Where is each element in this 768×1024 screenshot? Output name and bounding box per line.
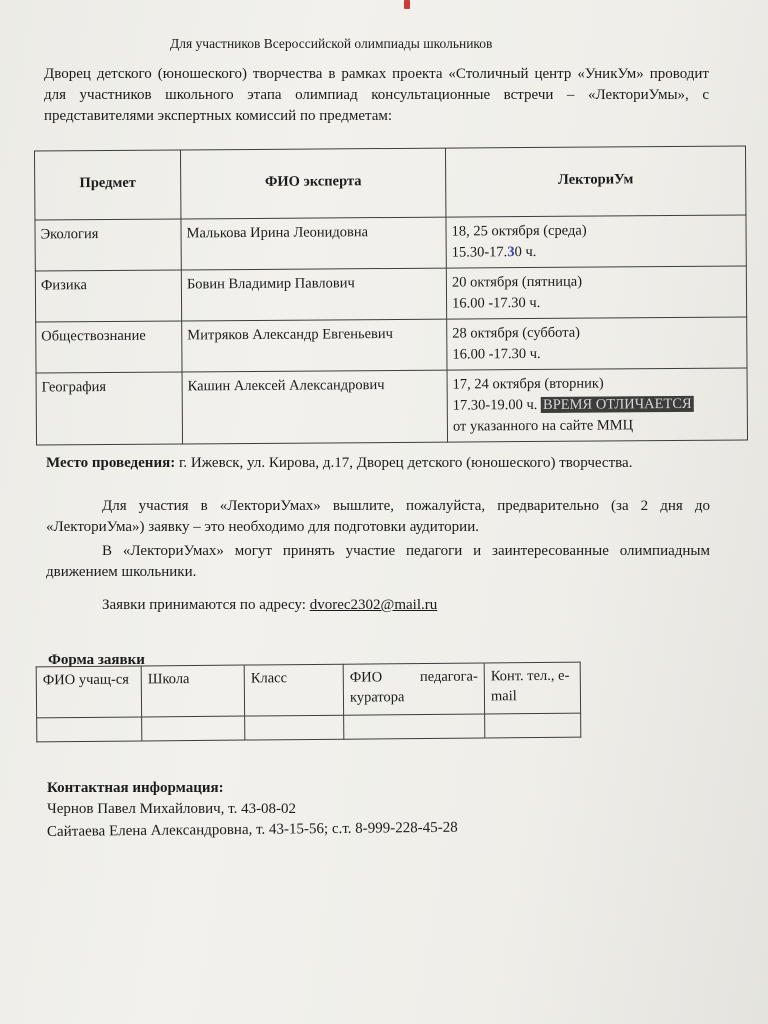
- form-title: Форма заявки: [48, 652, 145, 668]
- time-text: [452, 241, 741, 264]
- email-link[interactable]: dvorec2302@mail.ru: [309, 597, 438, 613]
- lectorium-cell: [447, 317, 747, 370]
- lectorium-cell: [446, 266, 746, 319]
- application-form-table: [36, 662, 582, 743]
- apply-paragraph: Для участия в «ЛекториУмах» вышлите, пожалуйста, предварительно (за 2 дня до «ЛекториУма») заявку – это необходимо для подготовки аудитории.: [46, 498, 710, 535]
- header-subject: Предмет: [34, 150, 180, 220]
- note-text: от указанного на сайте ММЦ: [452, 417, 634, 435]
- expert-cell: Малькова Ирина Леонидовна: [181, 217, 446, 270]
- time-text: 16.00 -17.30 ч.: [452, 345, 541, 363]
- expert-cell: Бовин Владимир Павлович: [181, 268, 446, 321]
- address-line: [102, 597, 437, 614]
- expert-cell: Митряков Александр Евгеньевич: [182, 319, 447, 372]
- document-title: Для участников Всероссийской олимпиады школьников: [170, 36, 493, 51]
- intro-paragraph: Дворец детского (юношеского) творчества в рамках проекта «Столичный центр «УникУм» проводит для участников школьного этапа олимпиад консультационные встречи – «ЛекториУмы», с представителями экспертных комиссий по предметам:: [44, 66, 709, 124]
- subject-cell: Обществознание: [36, 321, 182, 373]
- date-text: 17, 24 октября (вторник): [452, 375, 604, 393]
- form-empty-cell: [485, 713, 581, 738]
- time-part: 15.30-17.: [451, 244, 508, 261]
- contact-line: Чернов Павел Михайлович, т. 43-08-02: [47, 801, 297, 817]
- subject-cell: Физика: [35, 270, 181, 322]
- time-text: [453, 394, 742, 417]
- table-row: [36, 368, 747, 445]
- venue-text: г. Ижевск, ул. Кирова, д.17, Дворец детского (юношеского) творчества.: [175, 455, 633, 471]
- time-part: 17.30-19.00 ч.: [452, 396, 538, 414]
- lectorium-cell: [447, 368, 747, 442]
- form-empty-cell: [344, 714, 485, 739]
- form-header-class: Класс: [244, 664, 343, 716]
- subject-cell: Экология: [35, 219, 181, 271]
- schedule-table: [34, 146, 748, 446]
- date-text: 28 октября (суббота): [452, 324, 581, 342]
- lectorium-cell: [446, 215, 746, 268]
- form-empty-cell: [245, 715, 344, 740]
- form-empty-cell: [142, 716, 245, 741]
- date-text: 20 октября (пятница): [451, 273, 583, 291]
- address-label: Заявки принимаются по адресу:: [102, 597, 310, 613]
- form-empty-cell: [37, 717, 142, 742]
- subject-cell: География: [36, 372, 182, 445]
- contacts-title: Контактная информация:: [47, 780, 224, 796]
- red-tab-mark: [404, 0, 410, 9]
- time-text: 16.00 -17.30 ч.: [452, 294, 541, 312]
- header-lectorium: ЛекториУм: [445, 146, 745, 217]
- expert-cell: Кашин Алексей Александрович: [182, 370, 447, 444]
- form-header-school: Школа: [141, 665, 244, 717]
- schedule-header-row: [34, 146, 745, 220]
- form-header-contact: Конт. тел., e-mail: [484, 662, 580, 714]
- venue-paragraph: [46, 453, 712, 474]
- participants-paragraph: В «ЛекториУмах» могут принять участие педагоги и заинтересованные олимпиадным движением школьники.: [46, 543, 710, 580]
- table-row: [35, 266, 746, 322]
- form-header-curator: ФИО педагога-куратора: [343, 663, 484, 715]
- header-expert: ФИО эксперта: [180, 148, 445, 219]
- form-header-student: ФИО учащ-ся: [36, 666, 141, 718]
- table-row: [36, 317, 747, 373]
- handwritten-correction: 3: [507, 244, 515, 261]
- contact-line: Сайтаева Елена Александровна, т. 43-15-56; с.т. 8-999-228-45-28: [46, 819, 458, 840]
- highlighted-note: ВРЕМЯ ОТЛИЧАЕТСЯ: [542, 395, 692, 413]
- date-text: 18, 25 октября (среда): [451, 222, 587, 240]
- form-header-row: [36, 662, 580, 718]
- table-row: [35, 215, 746, 271]
- time-part: 0 ч.: [514, 243, 537, 261]
- venue-label: Место проведения:: [46, 455, 176, 471]
- form-empty-row: [37, 713, 581, 742]
